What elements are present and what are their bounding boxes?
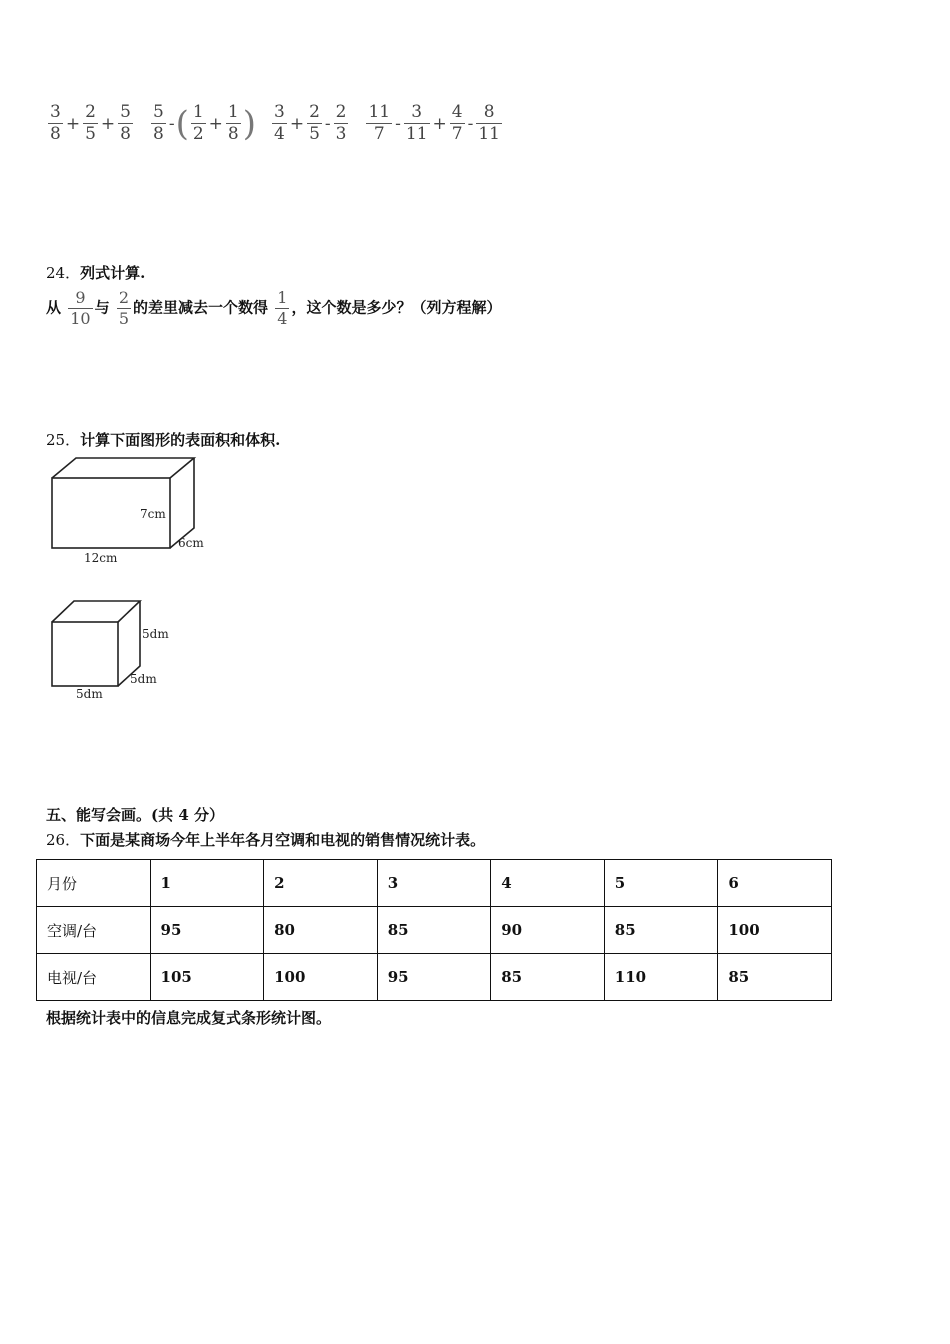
fraction xyxy=(118,104,133,143)
table-cell: 90 xyxy=(491,907,605,954)
table-cell: 空调/台 xyxy=(37,907,151,954)
numerator: 8 xyxy=(483,102,495,122)
cuboid-top-face xyxy=(52,458,194,478)
numerator: 3 xyxy=(274,102,285,122)
cube-height-label: 5dm xyxy=(142,627,169,641)
fraction xyxy=(404,104,430,143)
fraction xyxy=(450,104,465,143)
cube-front-face xyxy=(52,622,118,686)
table-cell: 85 xyxy=(604,907,718,954)
table-cell: 95 xyxy=(150,907,264,954)
expression xyxy=(364,104,504,143)
question-text: 下面是某商场今年上半年各月空调和电视的销售情况统计表。 xyxy=(80,831,486,849)
table-cell: 95 xyxy=(377,954,491,1001)
numerator: 5 xyxy=(152,102,164,122)
fraction xyxy=(191,104,206,143)
numerator: 2 xyxy=(85,102,96,122)
denominator: 7 xyxy=(373,124,385,144)
fraction-expressions xyxy=(46,104,518,143)
cube-depth-label: 5dm xyxy=(130,672,157,686)
operator: - xyxy=(168,113,175,134)
operator: + xyxy=(100,113,116,134)
denominator: 3 xyxy=(335,124,347,144)
expression xyxy=(46,104,135,143)
question-24-title xyxy=(46,262,145,283)
question-25-title xyxy=(46,429,280,450)
fraction xyxy=(366,104,392,143)
text-segment: 从 xyxy=(46,298,62,317)
numerator: 3 xyxy=(50,102,61,122)
question-number: 24． xyxy=(46,264,81,282)
denominator: 5 xyxy=(85,124,96,144)
numerator: 4 xyxy=(451,102,463,122)
denominator: 8 xyxy=(152,124,164,144)
fraction xyxy=(476,104,502,143)
parenthesis: ) xyxy=(242,103,256,144)
fraction-9-10: $\frac{9}{10}$ xyxy=(70,288,91,328)
cube-length-label: 5dm xyxy=(76,687,103,701)
table-cell: 110 xyxy=(604,954,718,1001)
table-cell: 105 xyxy=(150,954,264,1001)
operator: + xyxy=(208,113,223,134)
question-26-instruction: 根据统计表中的信息完成复式条形统计图。 xyxy=(46,1009,332,1027)
denominator: 2 xyxy=(192,124,204,144)
cuboid-depth-label: 6cm xyxy=(178,536,204,550)
fraction xyxy=(272,104,287,143)
text-segment: ，这个数是多少？（列方程解） xyxy=(291,298,502,317)
question-text: 计算下面图形的表面积和体积. xyxy=(80,431,281,449)
table-cell: 5 xyxy=(604,860,718,907)
table-cell: 80 xyxy=(264,907,378,954)
table-cell: 85 xyxy=(491,954,605,1001)
table-header-row xyxy=(37,860,832,907)
text-segment: 的差里减去一个数得 xyxy=(133,298,269,317)
table-cell: 85 xyxy=(377,907,491,954)
fraction xyxy=(334,104,349,143)
table-cell: 4 xyxy=(491,860,605,907)
sales-table xyxy=(36,859,832,1001)
fraction xyxy=(151,104,166,143)
table-row xyxy=(37,907,832,954)
section-5-title: 五、能写会画。(共 4 分） xyxy=(46,806,224,824)
denominator: 8 xyxy=(50,124,61,144)
question-text: 列式计算. xyxy=(80,264,146,282)
cuboid-side-face xyxy=(170,458,194,548)
question-number: 25． xyxy=(46,431,81,449)
numerator: 2 xyxy=(335,102,347,122)
operator: - xyxy=(324,113,331,134)
table-cell: 6 xyxy=(718,860,832,907)
denominator: 8 xyxy=(227,124,239,144)
table-cell: 100 xyxy=(264,954,378,1001)
operator: + xyxy=(289,113,305,134)
fraction xyxy=(83,104,98,143)
fraction xyxy=(307,104,322,143)
denominator: 11 xyxy=(405,124,428,144)
question-number: 26． xyxy=(46,831,81,849)
fraction xyxy=(48,104,63,143)
denominator: 7 xyxy=(451,124,463,144)
table-cell: 100 xyxy=(718,907,832,954)
operator: - xyxy=(467,113,474,134)
text-segment: 与 xyxy=(94,298,110,317)
table-cell: 2 xyxy=(264,860,378,907)
cube-figure xyxy=(44,596,184,704)
denominator: 4 xyxy=(274,124,285,144)
question-26-title xyxy=(46,829,485,850)
operator: - xyxy=(395,113,401,134)
cuboid-length-label: 12cm xyxy=(84,551,118,565)
cuboid-figure xyxy=(44,452,224,570)
table-cell: 月份 xyxy=(37,860,151,907)
numerator: 11 xyxy=(368,102,391,122)
expression xyxy=(149,104,256,143)
fraction-1-4: $\frac{1}{4}$ xyxy=(277,288,288,328)
table-cell: 电视/台 xyxy=(37,954,151,1001)
operator: + xyxy=(432,113,447,134)
parenthesis: ( xyxy=(175,103,189,144)
table-cell: 1 xyxy=(150,860,264,907)
numerator: 1 xyxy=(227,102,239,122)
numerator: 3 xyxy=(411,102,423,122)
fraction-2-5: $\frac{2}{5}$ xyxy=(118,288,130,328)
cube-top-face xyxy=(52,601,140,622)
operator: + xyxy=(65,113,81,134)
table-cell: 85 xyxy=(718,954,832,1001)
denominator: 8 xyxy=(120,124,131,144)
denominator: 5 xyxy=(309,124,320,144)
cuboid-height-label: 7cm xyxy=(140,507,166,521)
numerator: 5 xyxy=(120,102,131,122)
numerator: 1 xyxy=(192,102,204,122)
numerator: 2 xyxy=(309,102,320,122)
expression xyxy=(270,104,350,143)
question-24-body xyxy=(46,290,502,327)
table-cell: 3 xyxy=(377,860,491,907)
table-row xyxy=(37,954,832,1001)
fraction xyxy=(226,104,241,143)
denominator: 11 xyxy=(478,124,500,144)
